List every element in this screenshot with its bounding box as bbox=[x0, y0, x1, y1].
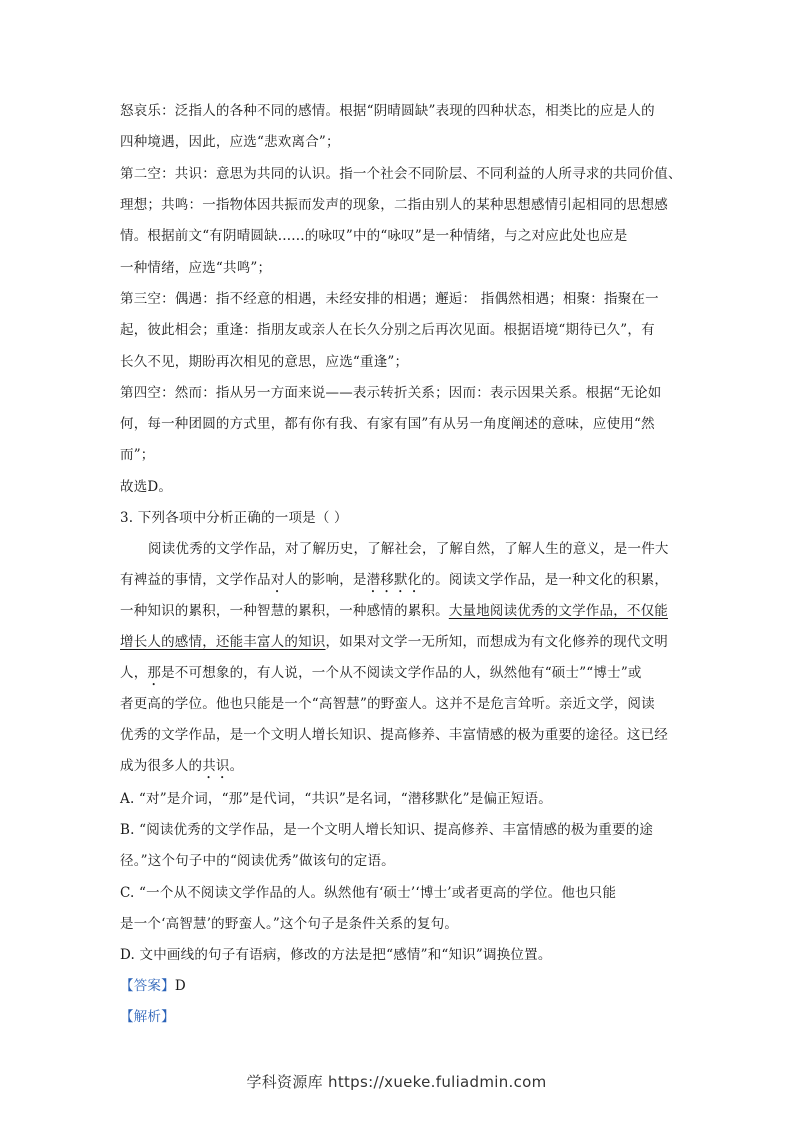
option-b: 径。”这个句子中的“阅读优秀”做该句的定语。 bbox=[120, 853, 395, 869]
passage-line: 阅读优秀的文学作品，对了解历史，了解社会，了解自然，了解人生的意义，是一件大 bbox=[148, 541, 669, 557]
text-line: 何，每一种团圆的方式里，都有你有我、有家有国”有从另一角度阐述的意味，应使用“然 bbox=[120, 416, 655, 432]
text-line: 怒哀乐：泛指人的各种不同的感情。根据“阴晴圆缺”表现的四种状态，相类比的应是人的 bbox=[120, 103, 655, 119]
option-c: 是一个‘高智慧’的野蛮人。”这个句子是条件关系的复句。 bbox=[120, 916, 459, 932]
analysis-tag: 【解析】 bbox=[120, 1009, 175, 1025]
answer-tag: 【答案】 bbox=[120, 978, 175, 994]
emphasized-word: 那 bbox=[147, 665, 162, 681]
passage-line: 一种知识的累积，一种智慧的累积，一种感情的累积。大量地阅读优秀的文学作品，不仅能 bbox=[120, 603, 669, 619]
answer-value: D bbox=[174, 978, 186, 994]
emphasized-word: 对 bbox=[270, 572, 285, 588]
text-line: 理想；共鸣：一指物体因共振而发声的现象，二指由别人的某种思想感情引起相同的思想感 bbox=[120, 197, 668, 213]
text-line: 一种情绪，应选“共鸣”； bbox=[120, 260, 272, 276]
passage-line: 成为很多人的共识。 bbox=[120, 758, 244, 774]
text-line: 起，彼此相会；重逢：指朋友或亲人在长久分别之后再次见面。根据语境“期待已久”，有 bbox=[120, 322, 655, 338]
text-line: 第四空：然而：指从另一方面来说——表示转折关系；因而：表示因果关系。根据“无论如 bbox=[120, 385, 662, 401]
underlined-sentence: 增长人的感情，还能丰富人的知识 bbox=[120, 634, 326, 650]
option-a: A. “对”是介词，“那”是代词，“共识”是名词，“潜移默化”是偏正短语。 bbox=[120, 791, 552, 807]
underlined-sentence: 大量地阅读优秀的文学作品，不仅能 bbox=[448, 603, 669, 619]
emphasized-word: 共识 bbox=[202, 758, 230, 774]
text-line: 第二空：共识：意思为共同的认识。指一个社会不同阶层、不同利益的人所寻求的共同价值、 bbox=[120, 166, 682, 182]
analysis-line bbox=[120, 1009, 680, 1025]
option-b: B. “阅读优秀的文学作品，是一个文明人增长知识、提高修养、丰富情感的极为重要的途 bbox=[120, 822, 654, 838]
passage-line: 有裨益的事情，文学作品对人的影响，是潜移默化的。阅读文学作品，是一种文化的积累， bbox=[120, 572, 669, 588]
emphasized-word: 潜移默化 bbox=[366, 572, 422, 588]
passage-line: 人，那是不可想象的，有人说，一个从不阅读文学作品的人，纵然他有“硕士”“博士”或 bbox=[120, 665, 642, 681]
passage-line: 者更高的学位。他也只能是一个“高智慧”的野蛮人。这并不是危言耸听。亲近文学，阅读 bbox=[120, 696, 655, 712]
text-line: 故选D。 bbox=[120, 479, 173, 495]
text-line: 而”； bbox=[120, 447, 155, 463]
text-line: 第三空：偶遇：指不经意的相遇，未经安排的相遇；邂逅： 指偶然相遇；相聚：指聚在一 bbox=[120, 291, 659, 307]
passage-line: 增长人的感情，还能丰富人的知识，如果对文学一无所知，而想成为有文化修养的现代文明 bbox=[120, 634, 668, 650]
text-line: 情。根据前文“有阴晴圆缺......的咏叹”中的“咏叹”是一种情绪，与之对应此处也应是 bbox=[120, 228, 628, 244]
option-d: D. 文中画线的句子有语病，修改的方法是把“感情”和“知识”调换位置。 bbox=[120, 947, 552, 963]
option-c: C. “一个从不阅读文学作品的人。纵然他有‘硕士’‘博士’或者更高的学位。他也只能 bbox=[120, 885, 617, 901]
passage-line: 优秀的文学作品，是一个文明人增长知识、提高修养、丰富情感的极为重要的途径。这已经 bbox=[120, 727, 668, 743]
text-line: 四种境遇，因此，应选“悲欢离合”； bbox=[120, 134, 340, 150]
text-line: 长久不见，期盼再次相见的意思，应选“重逢”； bbox=[120, 354, 409, 370]
answer-line bbox=[120, 978, 680, 994]
footer-watermark: 学科资源库 https://xueke.fuliadmin.com bbox=[246, 1073, 547, 1091]
question-stem: 3. 下列各项中分析正确的一项是（ ） bbox=[120, 510, 348, 526]
